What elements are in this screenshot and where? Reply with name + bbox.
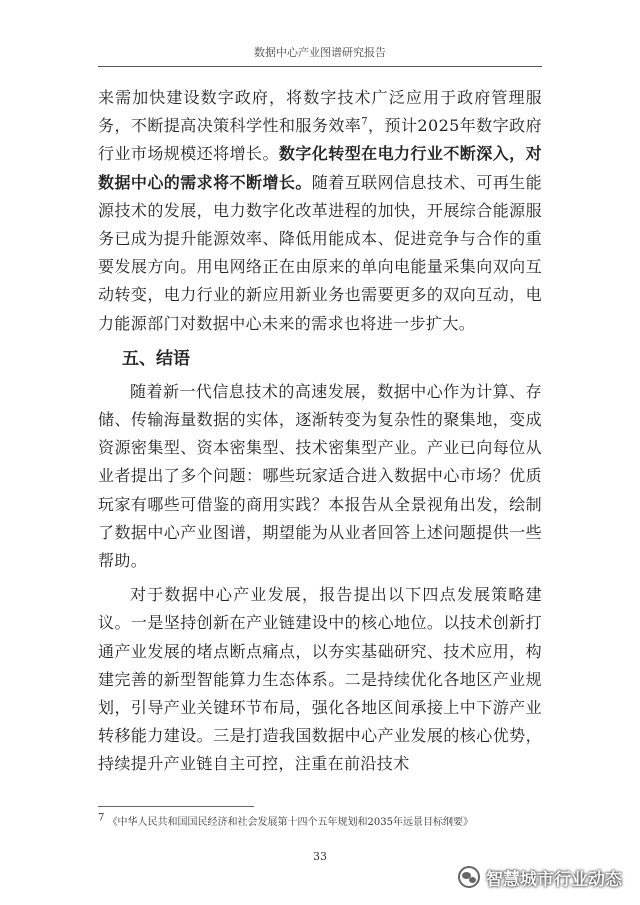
bold-statement: 数字化转型在电力行业不断深入，对数据中心的需求将不断增长。 [98, 144, 542, 192]
footnote-divider [98, 806, 254, 807]
paragraph-text: 来需加快建设数字政府，将数字技术广泛应用于政府管理服务，不断提高决策科学性和服务效率 [98, 88, 542, 136]
paragraph-text: 随着互联网信息技术、可再生能源技术的发展，电力数字化改革进程的加快，开展综合能源服务已成为提升能源效率、降低用能成本、促进竞争与合作的重要发展方向。用电网络正在由原来的单向电能量采集向双向互动转变，电力行业的新应用新业务也需要更多的双向互动，电力能源部门对数据中心未来的需求也将进一步扩大。 [98, 172, 542, 333]
paragraph-strategy: 对于数据中心产业发展，报告提出以下四点发展策略建议。一是坚持创新在产业链建设中的核心地位。以技术创新打通产业发展的堵点断点痛点，以夯实基础研究、技术应用，构建完善的新型智能算力生态体系。二是持续优化各地区产业规划，引导产业关键环节布局，强化各地区间承接上中下游产业转移能力建设。三是打造我国数据中心产业发展的核心优势，持续提升产业链自主可控，注重在前沿技术 [98, 585, 542, 774]
section-heading: 五、结语 [122, 348, 190, 369]
footnote [98, 813, 473, 828]
watermark [458, 862, 622, 892]
paragraph-power-industry [98, 84, 542, 338]
page-body [98, 84, 542, 779]
footnote-marker: 7 [98, 812, 105, 824]
watermark-text: 智慧城市行业动态 [486, 869, 622, 890]
wechat-icon [458, 866, 480, 888]
footnote-reference: 7 [361, 116, 368, 128]
page-number: 33 [313, 850, 327, 863]
paragraph-text: ，预计2025年数字政府行业市场规模还将增长。 [98, 116, 542, 164]
footnote-text: 《中华人民共和国国民经济和社会发展第十四个五年规划和2035年远景目标纲要》 [107, 817, 474, 828]
paragraph-conclusion: 随着新一代信息技术的高速发展，数据中心作为计算、存储、传输海量数据的实体，逐渐转变为复杂性的聚集地，变成资源密集型、资本密集型、技术密集型产业。产业已向每位从业者提出了多个问题：哪些玩家适合进入数据中心市场？优质玩家有哪些可借鉴的商用实践？本报告从全景视角出发，绘制了数据中心产业图谱，期望能为从业者回答上述问题提供一些帮助。 [98, 381, 542, 571]
page-header: 数据中心产业图谱研究报告 [98, 44, 542, 67]
